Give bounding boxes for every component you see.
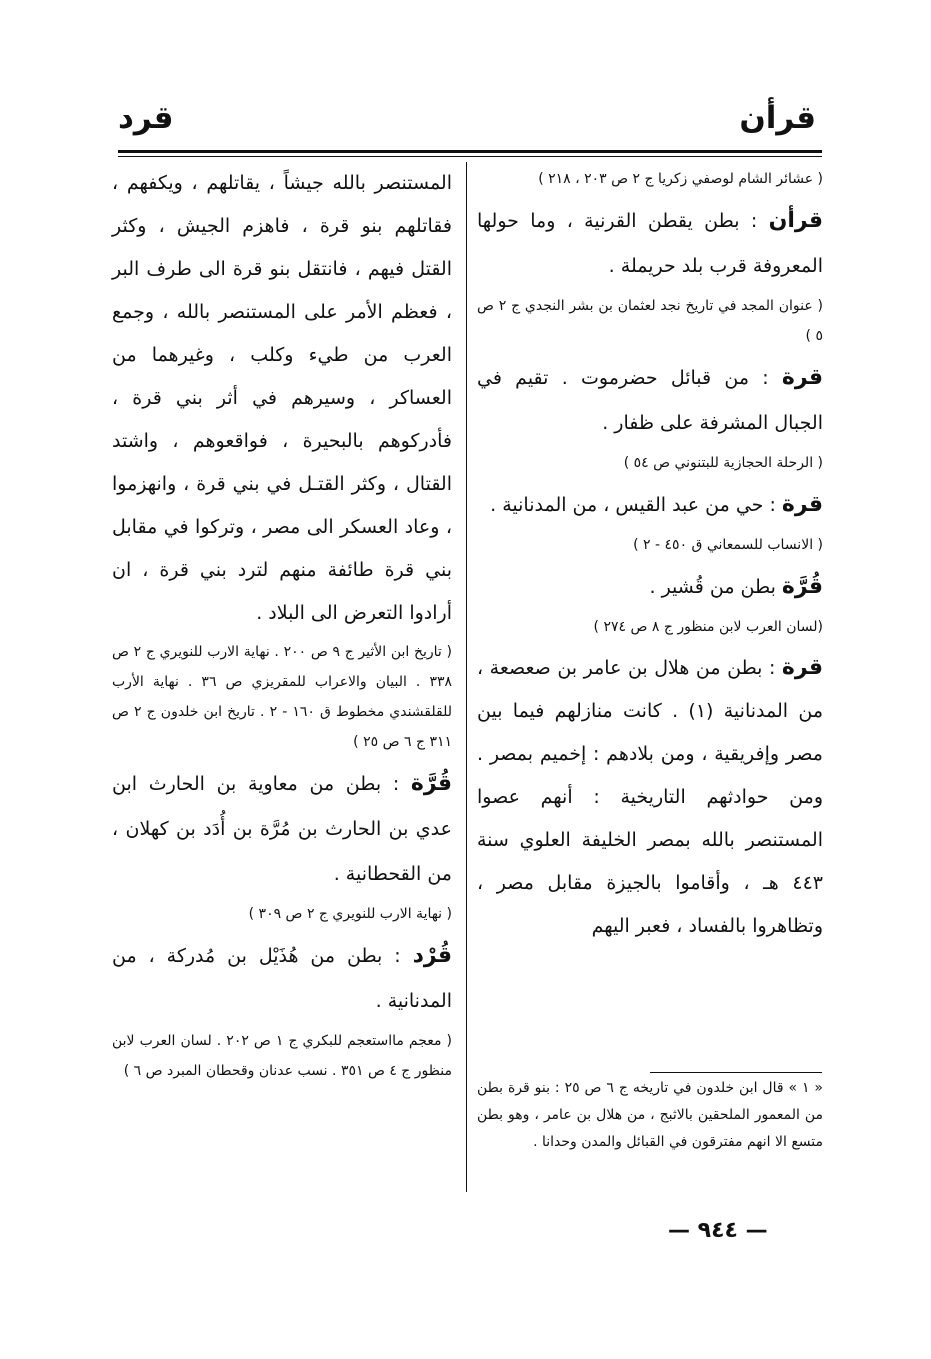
entry-term: قرة xyxy=(781,492,823,517)
continuation-text: المستنصر بالله جيشاً ، يقاتلهم ، ويكفهم ، فقاتلهم بنو قرة ، فاهزم الجيش ، وكثر القتل فيهم ، فانتقل بنو قرة الى طرف البر ، فعظم الأمر على المستنصر بالله ، وجمع العرب من طيء وكلب ، وغيرهما من العساكر ، وسيرهم في أثر بني قرة ، فأدركوهم بالبحيرة ، فواقعوهم ، واشتد القتال ، وكثر القتـل في بني قرة ، وانهزموا ، وعاد العسكر الى مصر ، وتركوا في مقابل بني قرة طائفة منهم لترد بني قرة ، ان أرادوا التعرض الى البلاد . xyxy=(112,172,452,624)
entry-text: : بطن من هُذَيْل بن مُدركة ، من المدنانية . xyxy=(112,945,452,1012)
footnote: « ١ » قال ابن خلدون في تاريخه ج ٦ ص ٢٥ : بنو قرة بطن من المعمور الملحقين بالاثبج ، من هلال بن عامر ، وهو بطن متسع الا انهم مفترقون في القبائل والمدن وحدانا . xyxy=(477,1080,823,1150)
entry-term: قرأن xyxy=(768,208,823,233)
header-right-word: قرأن xyxy=(739,100,816,136)
column-divider xyxy=(466,162,467,1192)
entry-term: قرة xyxy=(781,365,823,390)
entry-text: : بطن من هلال بن عامر بن صعصعة ، من المدنانية (١) . كانت منازلهم فيما بين مصر وإفريقية ، ومن بلادهم : إخميم بمصر . ومن حوادثهم التاريخية : أنهم عصوا المستنصر بالله بمصر الخليفة العلوي سنة ٤٤٣ هـ ، وأقاموا بالجيزة مقابل مصر ، وتظاهروا بالفساد ، فعبر اليهم xyxy=(477,657,823,937)
source-citation: ( عنوان المجد في تاريخ نجد لعثمان بن بشر النجدي ج ٢ ص ٥ ) xyxy=(477,298,823,344)
entry xyxy=(477,198,823,289)
entry-text: : بطن من معاوية بن الحارث ابن عدي بن الحارث بن مُرَّة بن أُدَد بن كهلان ، من القحطانية . xyxy=(112,773,452,885)
entry-term: قرة xyxy=(781,655,823,680)
source-citation: (لسان العرب لابن منظور ج ٨ ص ٢٧٤ ) xyxy=(593,619,823,635)
entry-term: قُرَّة xyxy=(410,771,452,796)
entry xyxy=(477,482,823,528)
header-rule-thin xyxy=(118,156,822,157)
source-citation: ( نهاية الارب للنويري ج ٢ ص ٣٠٩ ) xyxy=(248,906,452,922)
entry xyxy=(477,355,823,446)
entry-text: : حي من عبد القيس ، من المدنانية . xyxy=(490,494,782,516)
header-rule xyxy=(118,150,822,153)
right-column xyxy=(477,162,823,948)
entry-text: : من قبائل حضرموت . تقيم في الجبال المشرفة على ظفار . xyxy=(477,367,823,434)
left-column xyxy=(112,162,452,1090)
entry-term: قُرَّة xyxy=(781,574,823,599)
source-citation: ( معجم مااستعجم للبكري ج ١ ص ٢٠٢ . لسان العرب لابن منظور ج ٤ ص ٣٥١ . نسب عدنان وقحطان المبرد ص ٦ ) xyxy=(112,1033,453,1079)
entry xyxy=(112,761,452,897)
entry xyxy=(477,646,823,948)
entry-text: : بطن يقطن القرنية ، وما حولها المعروفة قرب بلد حريملة . xyxy=(477,210,823,277)
page-number: — ٩٤٤ — xyxy=(668,1218,768,1243)
source-citation: ( تاريخ ابن الأثير ج ٩ ص ٢٠٠ . نهاية الارب للنويري ج ٢ ص ٣٣٨ . البيان والاعراب للمقريزي ص ٣٦ . نهاية الأرب للقلقشندي مخطوط ق ١٦٠ - ٢ . تاريخ ابن خلدون ج ٢ ص ٣١١ ج ٦ ص ٢٥ ) xyxy=(112,644,452,750)
footnote-rule xyxy=(650,1072,822,1073)
source-citation: ( عشائر الشام لوصفي زكريا ج ٢ ص ٢٠٣ ، ٢١٨ ) xyxy=(538,171,823,187)
entry-term: قُرْد xyxy=(412,943,452,968)
source-citation: ( الانساب للسمعاني ق ٤٥٠ - ٢ ) xyxy=(633,537,823,553)
source-citation: ( الرحلة الحجازية للبتنوني ص ٥٤ ) xyxy=(623,455,823,471)
header-left-word: قرد xyxy=(118,100,174,136)
entry xyxy=(477,564,823,610)
entry-text: بطن من قُشير . xyxy=(649,576,782,598)
entry xyxy=(112,933,452,1024)
